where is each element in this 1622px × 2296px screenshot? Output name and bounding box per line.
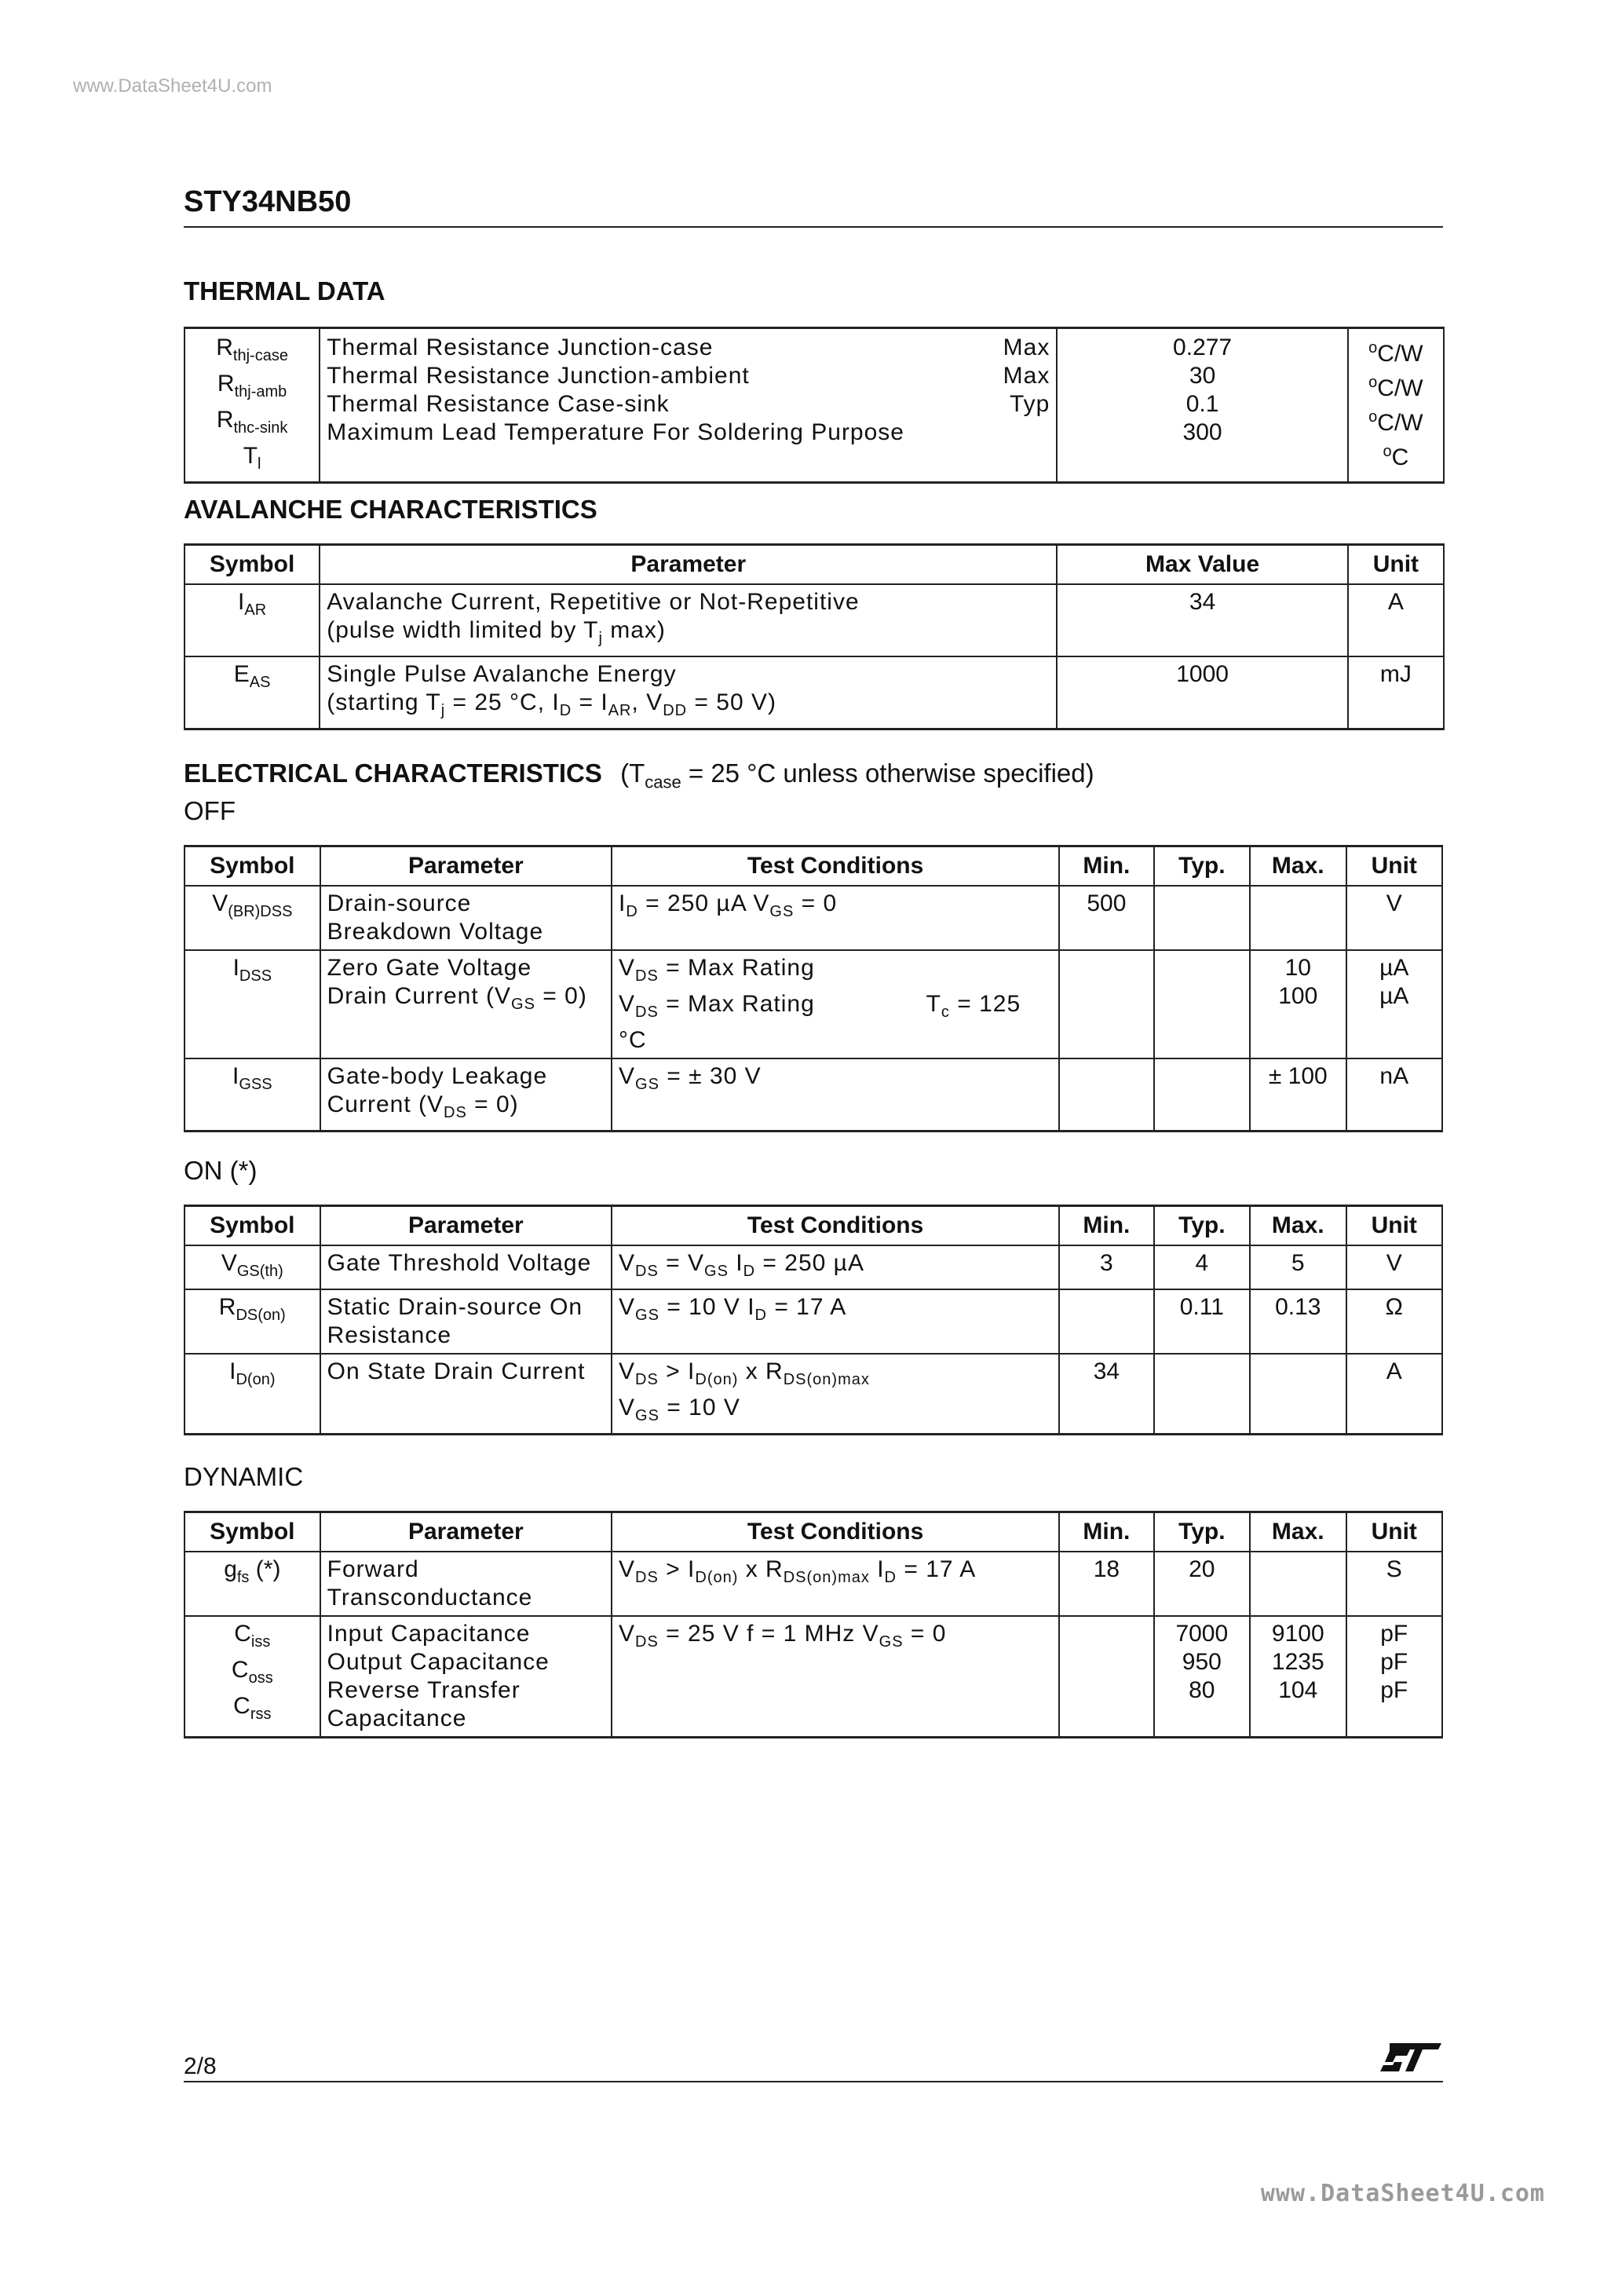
table-row: $I_{AR}$ Avalanche Current, Repetitive or Not-Repetitive (pulse width limited by $T_j$ max) 34 A — [184, 584, 1444, 656]
thermal-param: Thermal Resistance Junction-case — [327, 335, 714, 360]
table-row: $g_{fs}$ (*) Forward Transconductance $V_{DS} > I_{D(on)}$ x $R_{DS(on)max}$ $I_D = 17$ A 18 20 S — [184, 1552, 1442, 1616]
document-title: STY34NB50 — [184, 185, 352, 218]
watermark-top: www.DataSheet4U.com — [73, 75, 272, 97]
thermal-heading: THERMAL DATA — [184, 276, 385, 305]
table-row: $R_{DS(on)}$ Static Drain-source On Resistance $V_{GS} = 10$ V $I_D = 17$ A 0.11 0.13 Ω — [184, 1289, 1442, 1354]
table-row: $V_{GS(th)}$ Gate Threshold Voltage $V_{DS} = V_{GS}$ $I_D = 250$ µA 3 4 5 V — [184, 1245, 1442, 1289]
thermal-value: 0.1 — [1185, 391, 1219, 417]
thermal-value: 0.277 — [1173, 335, 1233, 360]
off-label: OFF — [184, 796, 236, 825]
table-row: $V_{(BR)DSS}$ Drain-source Breakdown Voltage $I_D = 250$ µA $V_{GS} = 0$ 500 V — [184, 886, 1442, 950]
st-logo-icon — [1379, 2040, 1443, 2075]
table-header: Symbol Parameter Test Conditions Min. Typ. Max. Unit — [184, 1512, 1442, 1552]
table-row: $E_{AS}$ Single Pulse Avalanche Energy (starting $T_j = 25$ °C, $I_D = I_{AR}$, $V_{DD} = 50$ V) 1000 mJ — [184, 656, 1444, 729]
footer-rule — [184, 2081, 1443, 2082]
dynamic-label: DYNAMIC — [184, 1462, 304, 1491]
watermark-bottom: www.DataSheet4U.com — [1260, 2180, 1545, 2207]
on-label: ON (*) — [184, 1156, 258, 1185]
table-header: Symbol Parameter Test Conditions Min. Typ. Max. Unit — [184, 846, 1442, 887]
dynamic-table — [184, 1511, 1443, 1738]
table-row: $I_{GSS}$ Gate-body Leakage Current $(V_{DS} = 0)$ $V_{GS}$ = ± 30 V ± 100 nA — [184, 1058, 1442, 1132]
table-row: $R_{thj-case}$ $R_{thj-amb}$ $R_{thc-sink}$ $T_l$ Thermal Resistance Junction-case Max Thermal Resistance Junction-ambient Max Thermal Resistance Case-sink Typ Maximum Lead Temperature For Soldering Purpose 0.277 30 0.1 300 $^o$C/W $^o$C/W $^o$C/W $^o$C — [184, 328, 1444, 483]
table-header: Symbol Parameter Test Conditions Min. Typ. Max. Unit — [184, 1206, 1442, 1246]
thermal-table — [184, 327, 1445, 484]
thermal-param: Thermal Resistance Junction-ambient — [327, 363, 750, 389]
off-table — [184, 845, 1443, 1132]
thermal-param: Maximum Lead Temperature For Soldering Purpose — [327, 419, 904, 445]
table-row: $I_{DSS}$ Zero Gate Voltage Drain Current $(V_{GS} = 0)$ $V_{DS}$ = Max Rating $V_{DS}$ = Max Rating $T_c = 125$ °C 10 100 µA µA — [184, 950, 1442, 1058]
page-number: 2/8 — [184, 2053, 217, 2079]
table-header: Symbol Parameter Max Value Unit — [184, 545, 1444, 585]
avalanche-heading: AVALANCHE CHARACTERISTICS — [184, 495, 597, 524]
table-row: $C_{iss}$ $C_{oss}$ $C_{rss}$ Input Capacitance Output Capacitance Reverse Transfer Capacitance $V_{DS} = 25$ V f = 1 MHz $V_{GS} = 0$ 7000 950 80 9100 1235 104 pF pF pF — [184, 1616, 1442, 1738]
thermal-value: 300 — [1182, 419, 1222, 445]
on-table — [184, 1205, 1443, 1435]
avalanche-table — [184, 543, 1445, 730]
table-row: $I_{D(on)}$ On State Drain Current $V_{DS} > I_{D(on)}$ x $R_{DS(on)max}$ $V_{GS} = 10$ V 34 A — [184, 1354, 1442, 1435]
header-rule — [184, 226, 1443, 228]
thermal-value: 30 — [1189, 363, 1216, 389]
thermal-param: Thermal Resistance Case-sink — [327, 391, 670, 417]
electrical-heading: ELECTRICAL CHARACTERISTICS ($T_{case} = 25$ °C unless otherwise specified) — [184, 759, 1094, 792]
